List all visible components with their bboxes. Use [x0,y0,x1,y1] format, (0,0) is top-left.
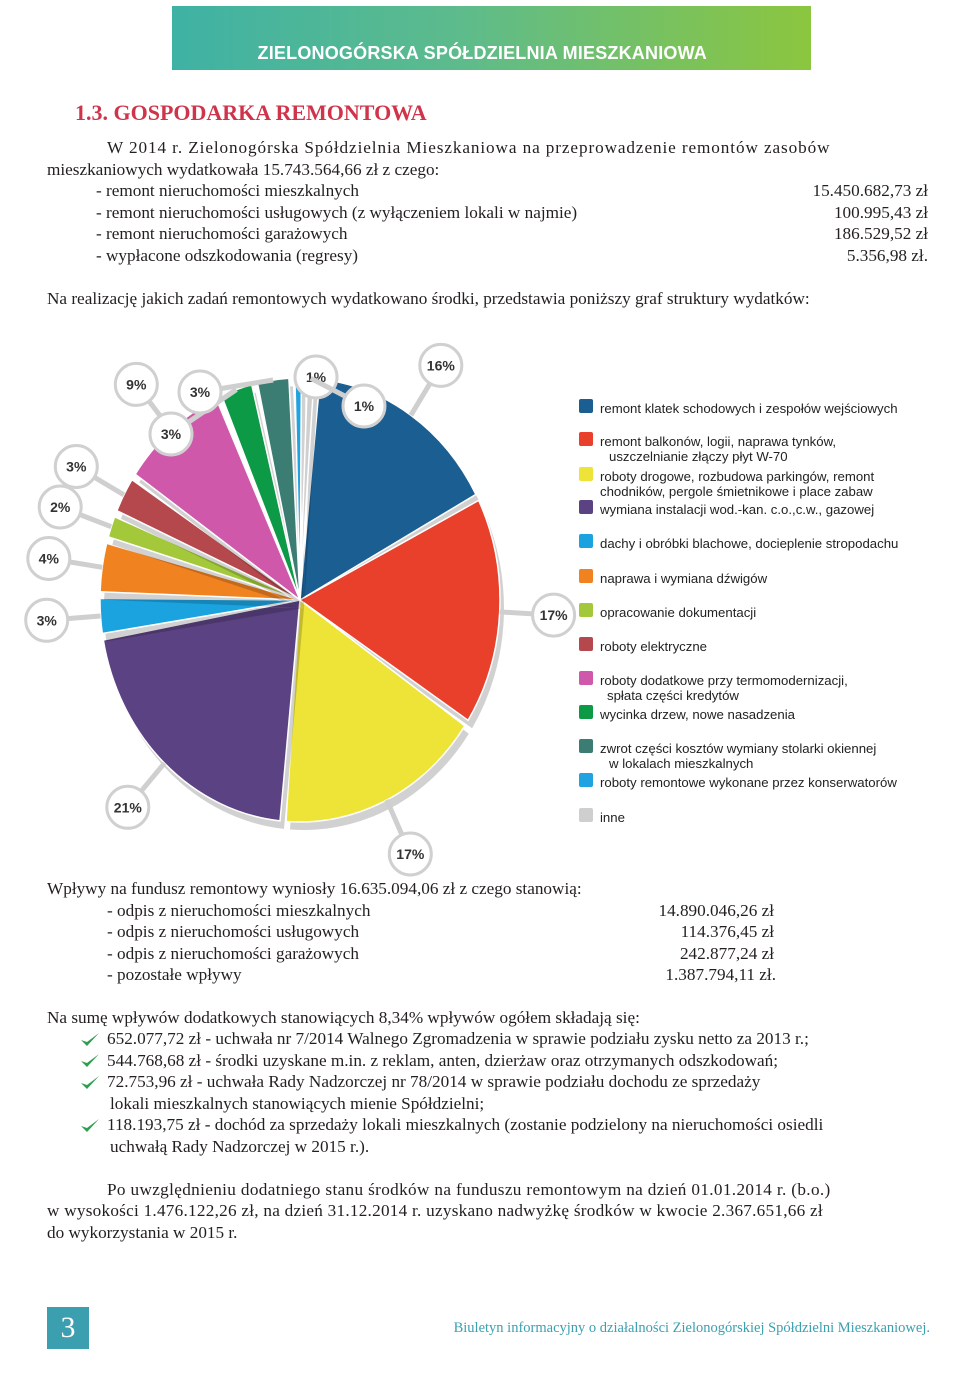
legend-swatch [579,637,593,651]
income-amount-4: 1.387.794,11 zł. [665,965,776,984]
legend-swatch [579,739,593,753]
legend-label: wycinka drzew, nowe nasadzenia [600,707,795,722]
legend-label: wymiana instalacji wod.-kan. c.o.,c.w., gazowej [600,502,875,517]
closing-line-3: do wykorzystania w 2015 r. [47,1223,238,1242]
legend-label: dachy i obróbki blachowe, docieplenie stropodachu [600,536,899,551]
expense-amount-4: 5.356,98 zł. [846,246,928,265]
expense-label-3: - remont nieruchomości garażowych [96,224,348,243]
data-label: 3% [160,426,182,442]
intro-line-1: W 2014 r. Zielonogórska Spółdzielnia Mieszkaniowa na przeprowadzenie remontów zasobów [107,138,831,157]
header-banner [172,6,811,70]
legend-label: roboty drogowe, rozbudowa parkingów, remont [600,469,875,484]
checkmark-icon [80,1118,100,1134]
income-label-2: - odpis z nieruchomości usługowych [107,922,360,941]
legend-label: w lokalach mieszkalnych [609,756,754,771]
legend-swatch [579,808,593,822]
income-label-4: - pozostałe wpływy [107,965,242,984]
legend-swatch [579,500,593,514]
additional-bullet-4b: uchwałą Rady Nadzorczej w 2015 r.). [110,1137,370,1156]
income-label-3: - odpis z nieruchomości garażowych [107,944,359,963]
data-label: 3% [36,612,57,629]
data-label: 17% [539,607,568,624]
legend-label: chodników, pergole śmietnikowe i place zabaw [600,484,873,499]
additional-bullet-2: 544.768,68 zł - środki uzyskane m.in. z reklam, anten, dzierżaw oraz otrzymanych odszkodowań; [107,1051,779,1070]
data-label: 21% [113,799,142,816]
additional-bullet-3a: 72.753,96 zł - uchwała Rady Nadzorczej nr 78/2014 w sprawie podziału dochodu ze sprzedaży [107,1072,761,1091]
legend-label: uszczelnianie złączy płyt W-70 [609,449,788,464]
expense-label-2: - remont nieruchomości usługowych (z wyłączeniem lokali w najmie) [96,203,578,222]
checkmark-icon [80,1032,100,1048]
data-label: 1% [305,369,327,385]
additional-bullet-1: 652.077,72 zł - uchwała nr 7/2014 Walnego Zgromadzenia w sprawie podziału zysku netto za 2013 r.; [107,1029,809,1048]
data-label: 2% [50,499,71,515]
income-amount-2: 114.376,45 zł [680,922,774,941]
legend-swatch [579,773,593,787]
closing-line-1: Po uwzględnieniu dodatniego stanu środków na funduszu remontowym na dzień 01.01.2014 r. (b.o.) [107,1180,831,1199]
legend-swatch [579,671,593,685]
legend-label: roboty remontowe wykonane przez konserwatorów [600,775,897,790]
legend-label: roboty elektryczne [600,639,708,654]
legend-swatch [579,603,593,617]
data-label: 3% [66,458,87,475]
legend-label: remont klatek schodowych i zespołów wejściowych [600,401,898,416]
expense-amount-1: 15.450.682,73 zł [812,181,928,200]
intro-line-2: mieszkaniowych wydatkowała 15.743.564,66 zł z czego: [47,160,440,179]
checkmark-icon [80,1053,100,1069]
data-label: 9% [126,376,147,393]
legend-label: spłata części kredytów [607,688,739,703]
legend-swatch [579,432,593,446]
section-heading: 1.3. GOSPODARKA REMONTOWA [75,100,427,125]
additional-bullet-4a: 118.193,75 zł - dochód za sprzedaży lokali mieszkalnych (zostanie podzielony na nieruchomości osiedli [107,1115,824,1134]
chart-intro: Na realizację jakich zadań remontowych wydatkowano środki, przedstawia poniższy graf struktury wydatków: [47,289,810,308]
expense-label-4: - wypłacone odszkodowania (regresy) [96,246,359,265]
expense-amount-2: 100.995,43 zł [833,203,928,222]
income-label-1: - odpis z nieruchomości mieszkalnych [107,901,371,920]
legend-swatch [579,534,593,548]
footer-text: Biuletyn informacyjny o działalności Zielonogórskiej Spółdzielni Mieszkaniowej. [453,1320,930,1336]
legend-swatch [579,569,593,583]
data-label: 4% [38,550,59,567]
header-title: ZIELONOGÓRSKA SPÓŁDZIELNIA MIESZKANIOWA [257,43,707,63]
checkmark-icon [80,1075,100,1091]
income-amount-3: 242.877,24 zł [679,944,774,963]
data-label: 16% [426,357,455,374]
legend-label: zwrot części kosztów wymiany stolarki okiennej [600,741,877,756]
income-amount-1: 14.890.046,26 zł [658,901,774,920]
legend-swatch [579,399,593,413]
income-intro: Wpływy na fundusz remontowy wyniosły 16.635.094,06 zł z czego stanowią: [47,879,582,898]
legend-swatch [579,467,593,481]
legend-label: remont balkonów, logii, naprawa tynków, [600,434,837,449]
expense-amount-3: 186.529,52 zł [833,224,928,243]
legend-label: inne [600,810,625,825]
legend-swatch [579,705,593,719]
expense-pie-chart [0,335,960,862]
expense-label-1: - remont nieruchomości mieszkalnych [96,181,359,200]
legend-label: naprawa i wymiana dźwigów [600,571,768,586]
data-label: 1% [353,398,375,414]
additional-intro: Na sumę wpływów dodatkowych stanowiących 8,34% wpływów ogółem składają się: [47,1008,640,1027]
page-number: 3 [47,1307,89,1349]
data-label: 3% [189,384,211,400]
legend-label: roboty dodatkowe przy termomodernizacji, [600,673,848,688]
additional-bullet-3b: lokali mieszkalnych stanowiących mienie Spółdzielni; [110,1094,485,1113]
data-label: 17% [396,846,425,862]
closing-line-2: w wysokości 1.476.122,26 zł, na dzień 31.12.2014 r. uzyskano nadwyżkę środków w kwocie 2.367.651,66 zł [47,1201,823,1220]
legend-label: opracowanie dokumentacji [600,605,757,620]
